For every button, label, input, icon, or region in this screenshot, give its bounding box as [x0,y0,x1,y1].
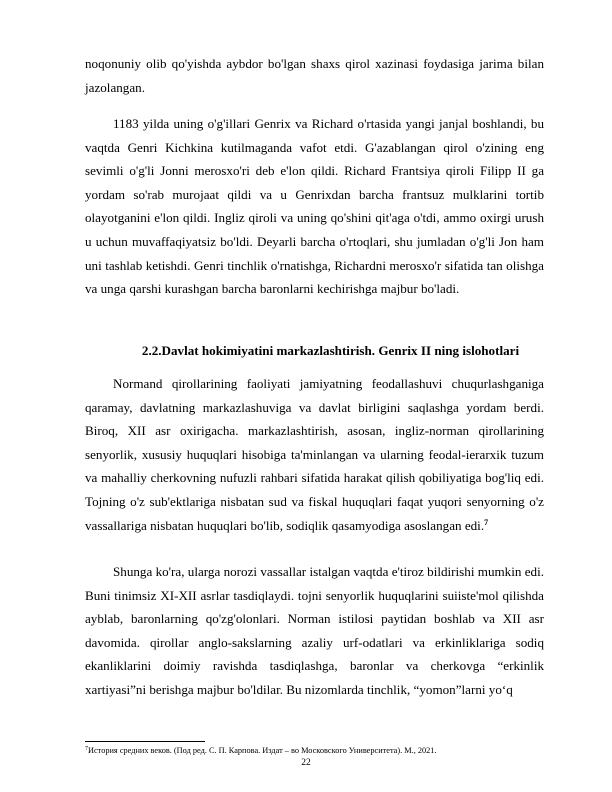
paragraph-3 [85,372,544,537]
paragraph-4-text: Shunga ko'ra, ularga norozi vassallar istalgan vaqtda e'tiroz bildirishi mumkin edi. Buni tinimsiz XI-XII asrlar tasdiqlaydi. tojni senyorlik huquqlarini suiiste'mol qilishda ayblab, baronlarning qo'zg'olonlari. Norman istilosi paytidan boshlab va XII asr davomida. qirollar anglo-sakslarning azaliy urf-odatlari va erkinliklariga sodiq ekanliklarini doimiy ravishda tasdiqlashga, baronlar va cherkovga “erkinlik xartiyasi”ni berishga majbur bo'ldilar. Bu nizomlarda tinchlik, “yomon”larni yo‘q [85,564,544,697]
paragraph-4 [85,560,544,702]
footnote-reference[interactable]: 7 [484,517,489,527]
paragraph-1 [85,52,544,99]
page-number: 22 [301,758,311,768]
footnote-text: История средних веков. (Под ред. С. П. Карпова. Издат – во Московского Университета). М., 2021. [88,746,437,755]
footnote-mark: 7 [85,746,88,752]
paragraph-1-text: noqonuniy olib qo'yishda aybdor bo'lgan shaxs qirol xazinasi foydasiga jarima bilan jazolangan. [85,56,544,95]
paragraph-2 [85,112,544,301]
footnote [85,745,544,756]
paragraph-2-text: 1183 yilda uning o'g'illari Genrix va Richard o'rtasida yangi janjal boshlandi, bu vaqtda Genri Kichkina kutilmaganda vafot etdi. G'azablangan qirol o'zining eng sevimli o'g'li Jonni merosxo'ri deb e'lon qildi. Richard Frantsiya qiroli Filipp II ga yordam so'rab murojaat qildi va u Genrixdan barcha frantsuz mulklarini tortib olayotganini e'lon qildi. Ingliz qiroli va uning qo'shini qit'aga o'tdi, ammo oxirgi urush u uchun muvaffaqiyatsiz bo'ldi. Deyarli barcha o'rtoqlari, shu jumladan o'g'li Jon ham uni tashlab ketishdi. Genri tinchlik o'rnatishga, Richardni merosxo'r sifatida tan olishga va unga qarshi kurashgan barcha baronlarni kechirishga majbur bo'ladi. [85,116,544,297]
paragraph-3-text: Normand qirollarining faoliyati jamiyatning feodallashuvi chuqurlashganiga qaramay, davlatning markazlashuviga va davlat birligini saqlashga yordam berdi. Biroq, XII asr oxirigacha. markazlashtirish, asosan, ingliz-norman qirollarining senyorlik, xususiy huquqlari hisobiga ta'minlangan va ularning feodal-ierarxik tuzum va mahalliy cherkovning nufuzli rahbari sifatida harakat qilish qobiliyatiga bog'liq edi. Tojning o'z sub'ektlariga nisbatan sud va fiskal huquqlari faqat yuqori senyorning o'z vassallariga nisbatan huquqlari bo'lib, sodiqlik qasamyodiga asoslangan edi. [85,376,544,533]
section-heading: 2.2.Davlat hokimiyatini markazlashtirish. Genrix II ning islohotlari [141,343,520,358]
footnote-separator [85,741,205,742]
